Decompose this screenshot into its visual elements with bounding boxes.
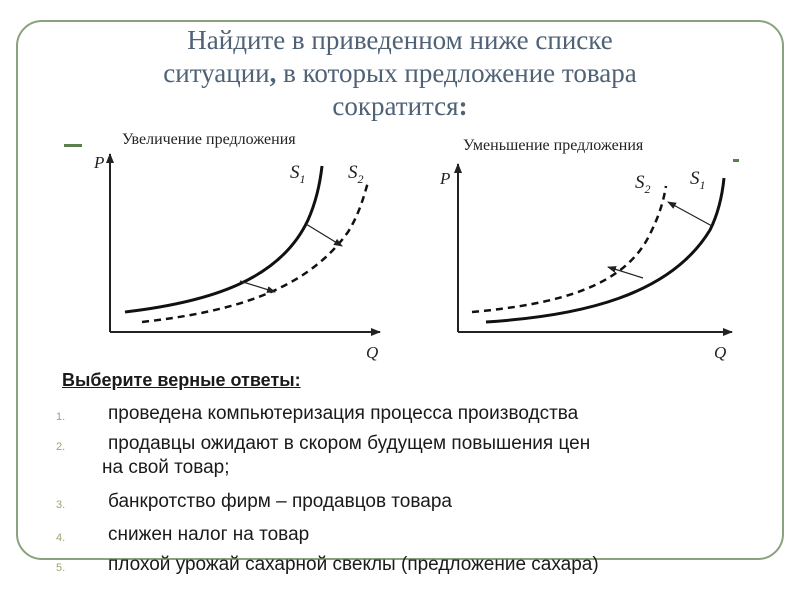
- left-curve-s1: [125, 166, 322, 312]
- left-label-s1: $S_1$: [290, 162, 306, 186]
- left-shift-arrow-2: [306, 224, 342, 246]
- answer-number: 3.: [56, 499, 66, 511]
- title-line-2b: в которых предложение товара: [276, 58, 637, 88]
- left-graph-heading: Увеличение предложения: [122, 131, 296, 148]
- title-line-2a: ситуации: [163, 58, 270, 88]
- answer-number: 5.: [56, 562, 66, 574]
- left-axis-q: Q: [366, 343, 379, 362]
- right-graph-heading: Уменьшение предложения: [463, 137, 644, 154]
- title-line-3: сократится: [332, 91, 459, 121]
- answer-text: продавцы ожидают в скором будущем повышения цен: [108, 433, 591, 454]
- right-label-s2: $S_2$: [635, 172, 651, 196]
- answer-number: 2.: [56, 441, 66, 453]
- left-curve-s2: [142, 182, 368, 322]
- answer-number: 4.: [56, 532, 66, 544]
- left-label-s2: $S_2$: [348, 162, 364, 186]
- supply-decrease-graph: [430, 126, 750, 370]
- supply-increase-graph: [80, 120, 400, 370]
- slide-title: [0, 24, 800, 123]
- right-axis-q: Q: [714, 343, 727, 362]
- answer-text: банкротство фирм – продавцов товара: [108, 491, 452, 512]
- left-shift-arrow-1: [240, 281, 275, 292]
- right-label-s1: $S_1$: [690, 168, 706, 192]
- answer-text: проведена компьютеризация процесса производства: [108, 403, 579, 424]
- answer-number: 1.: [56, 411, 66, 423]
- left-axis-p: P: [94, 153, 105, 172]
- answer-text-continued: на свой товар;: [102, 457, 230, 478]
- right-curve-s2: [472, 186, 666, 312]
- question-prompt: Выберите верные ответы:: [62, 370, 301, 390]
- answer-text: плохой урожай сахарной свеклы (предложение сахара): [108, 554, 599, 575]
- title-colon: :: [458, 91, 468, 121]
- answer-text: снижен налог на товар: [108, 524, 310, 545]
- right-curve-s1: [486, 178, 724, 322]
- title-line-1: Найдите в приведенном ниже списке: [187, 25, 613, 55]
- title-comma: ,: [269, 58, 277, 88]
- right-axis-p: P: [440, 169, 451, 188]
- right-shift-arrow-2: [668, 202, 712, 226]
